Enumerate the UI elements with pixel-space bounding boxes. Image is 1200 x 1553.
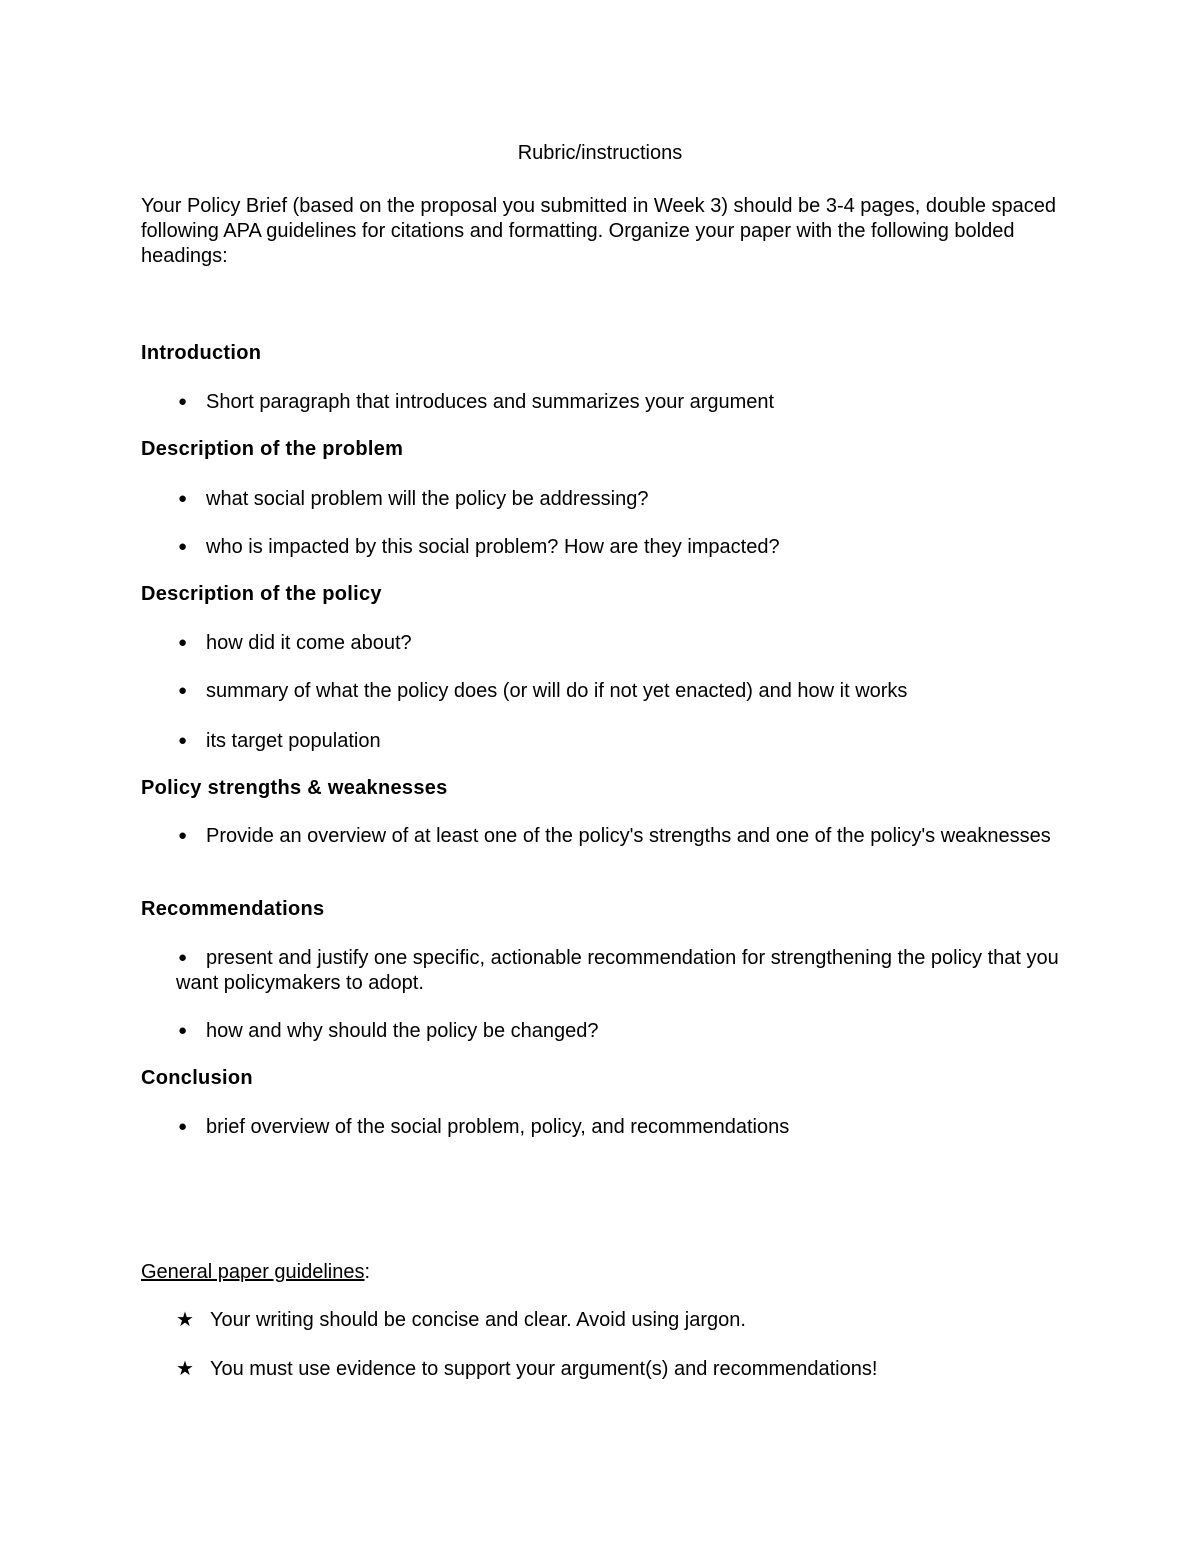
bullet-icon: ● [178,393,188,410]
list-item-text: summary of what the policy does (or will do if not yet enacted) and how it works [206,680,908,702]
heading-strengths-weaknesses: Policy strengths & weaknesses [141,777,448,799]
list-item [176,945,1066,996]
bullet-icon: ● [178,732,188,749]
heading-conclusion: Conclusion [141,1067,253,1089]
guideline-text: Your writing should be concise and clear. Avoid using jargon. [210,1309,746,1331]
list-item-text: present and justify one specific, actionable recommendation for strengthening the policy that you want policymakers to adopt. [176,947,1059,994]
heading-description-of-policy: Description of the policy [141,583,382,605]
guidelines-colon: : [364,1261,371,1283]
list-item-text: Provide an overview of at least one of the policy's strengths and one of the policy's weaknesses [206,825,1051,847]
guideline-item [176,1308,1066,1333]
intro-paragraph: Your Policy Brief (based on the proposal you submitted in Week 3) should be 3-4 pages, double spaced following APA guidelines for citations and formatting. Organize your paper with the following bolded headings: [141,195,1057,267]
list-item-text: how did it come about? [206,632,412,654]
list-item-text: brief overview of the social problem, policy, and recommendations [206,1116,790,1138]
list-item-text: what social problem will the policy be addressing? [206,488,649,510]
bullet-icon: ● [178,538,188,555]
heading-introduction: Introduction [141,342,262,364]
heading-recommendations: Recommendations [141,898,325,920]
list-item [176,1018,1066,1044]
list-item [176,1114,1066,1140]
bullet-icon: ● [178,634,188,651]
list-item [176,823,1066,849]
heading-description-of-problem: Description of the problem [141,438,404,460]
list-item-text: how and why should the policy be changed? [206,1020,599,1042]
list-item [176,728,1066,754]
list-item-text: who is impacted by this social problem? How are they impacted? [206,536,780,558]
list-item [176,534,1066,560]
list-item [176,486,1066,512]
bullet-icon: ● [178,490,188,507]
list-item [176,630,1066,656]
bullet-icon: ● [178,827,188,844]
document-title: Rubric/instructions [517,142,683,164]
list-item-text: Short paragraph that introduces and summarizes your argument [206,391,775,413]
star-icon: ★ [176,1309,194,1331]
guidelines-heading [141,1260,370,1284]
bullet-icon: ● [178,1118,188,1135]
bullet-icon: ● [178,949,188,966]
guideline-text: You must use evidence to support your argument(s) and recommendations! [210,1358,878,1380]
list-item [176,678,1066,704]
bullet-icon: ● [178,682,188,699]
guidelines-label: General paper guidelines [141,1261,365,1283]
star-icon: ★ [176,1358,194,1380]
bullet-icon: ● [178,1022,188,1039]
list-item-text: its target population [206,730,381,752]
list-item [176,389,1066,415]
guideline-item [176,1357,1066,1382]
